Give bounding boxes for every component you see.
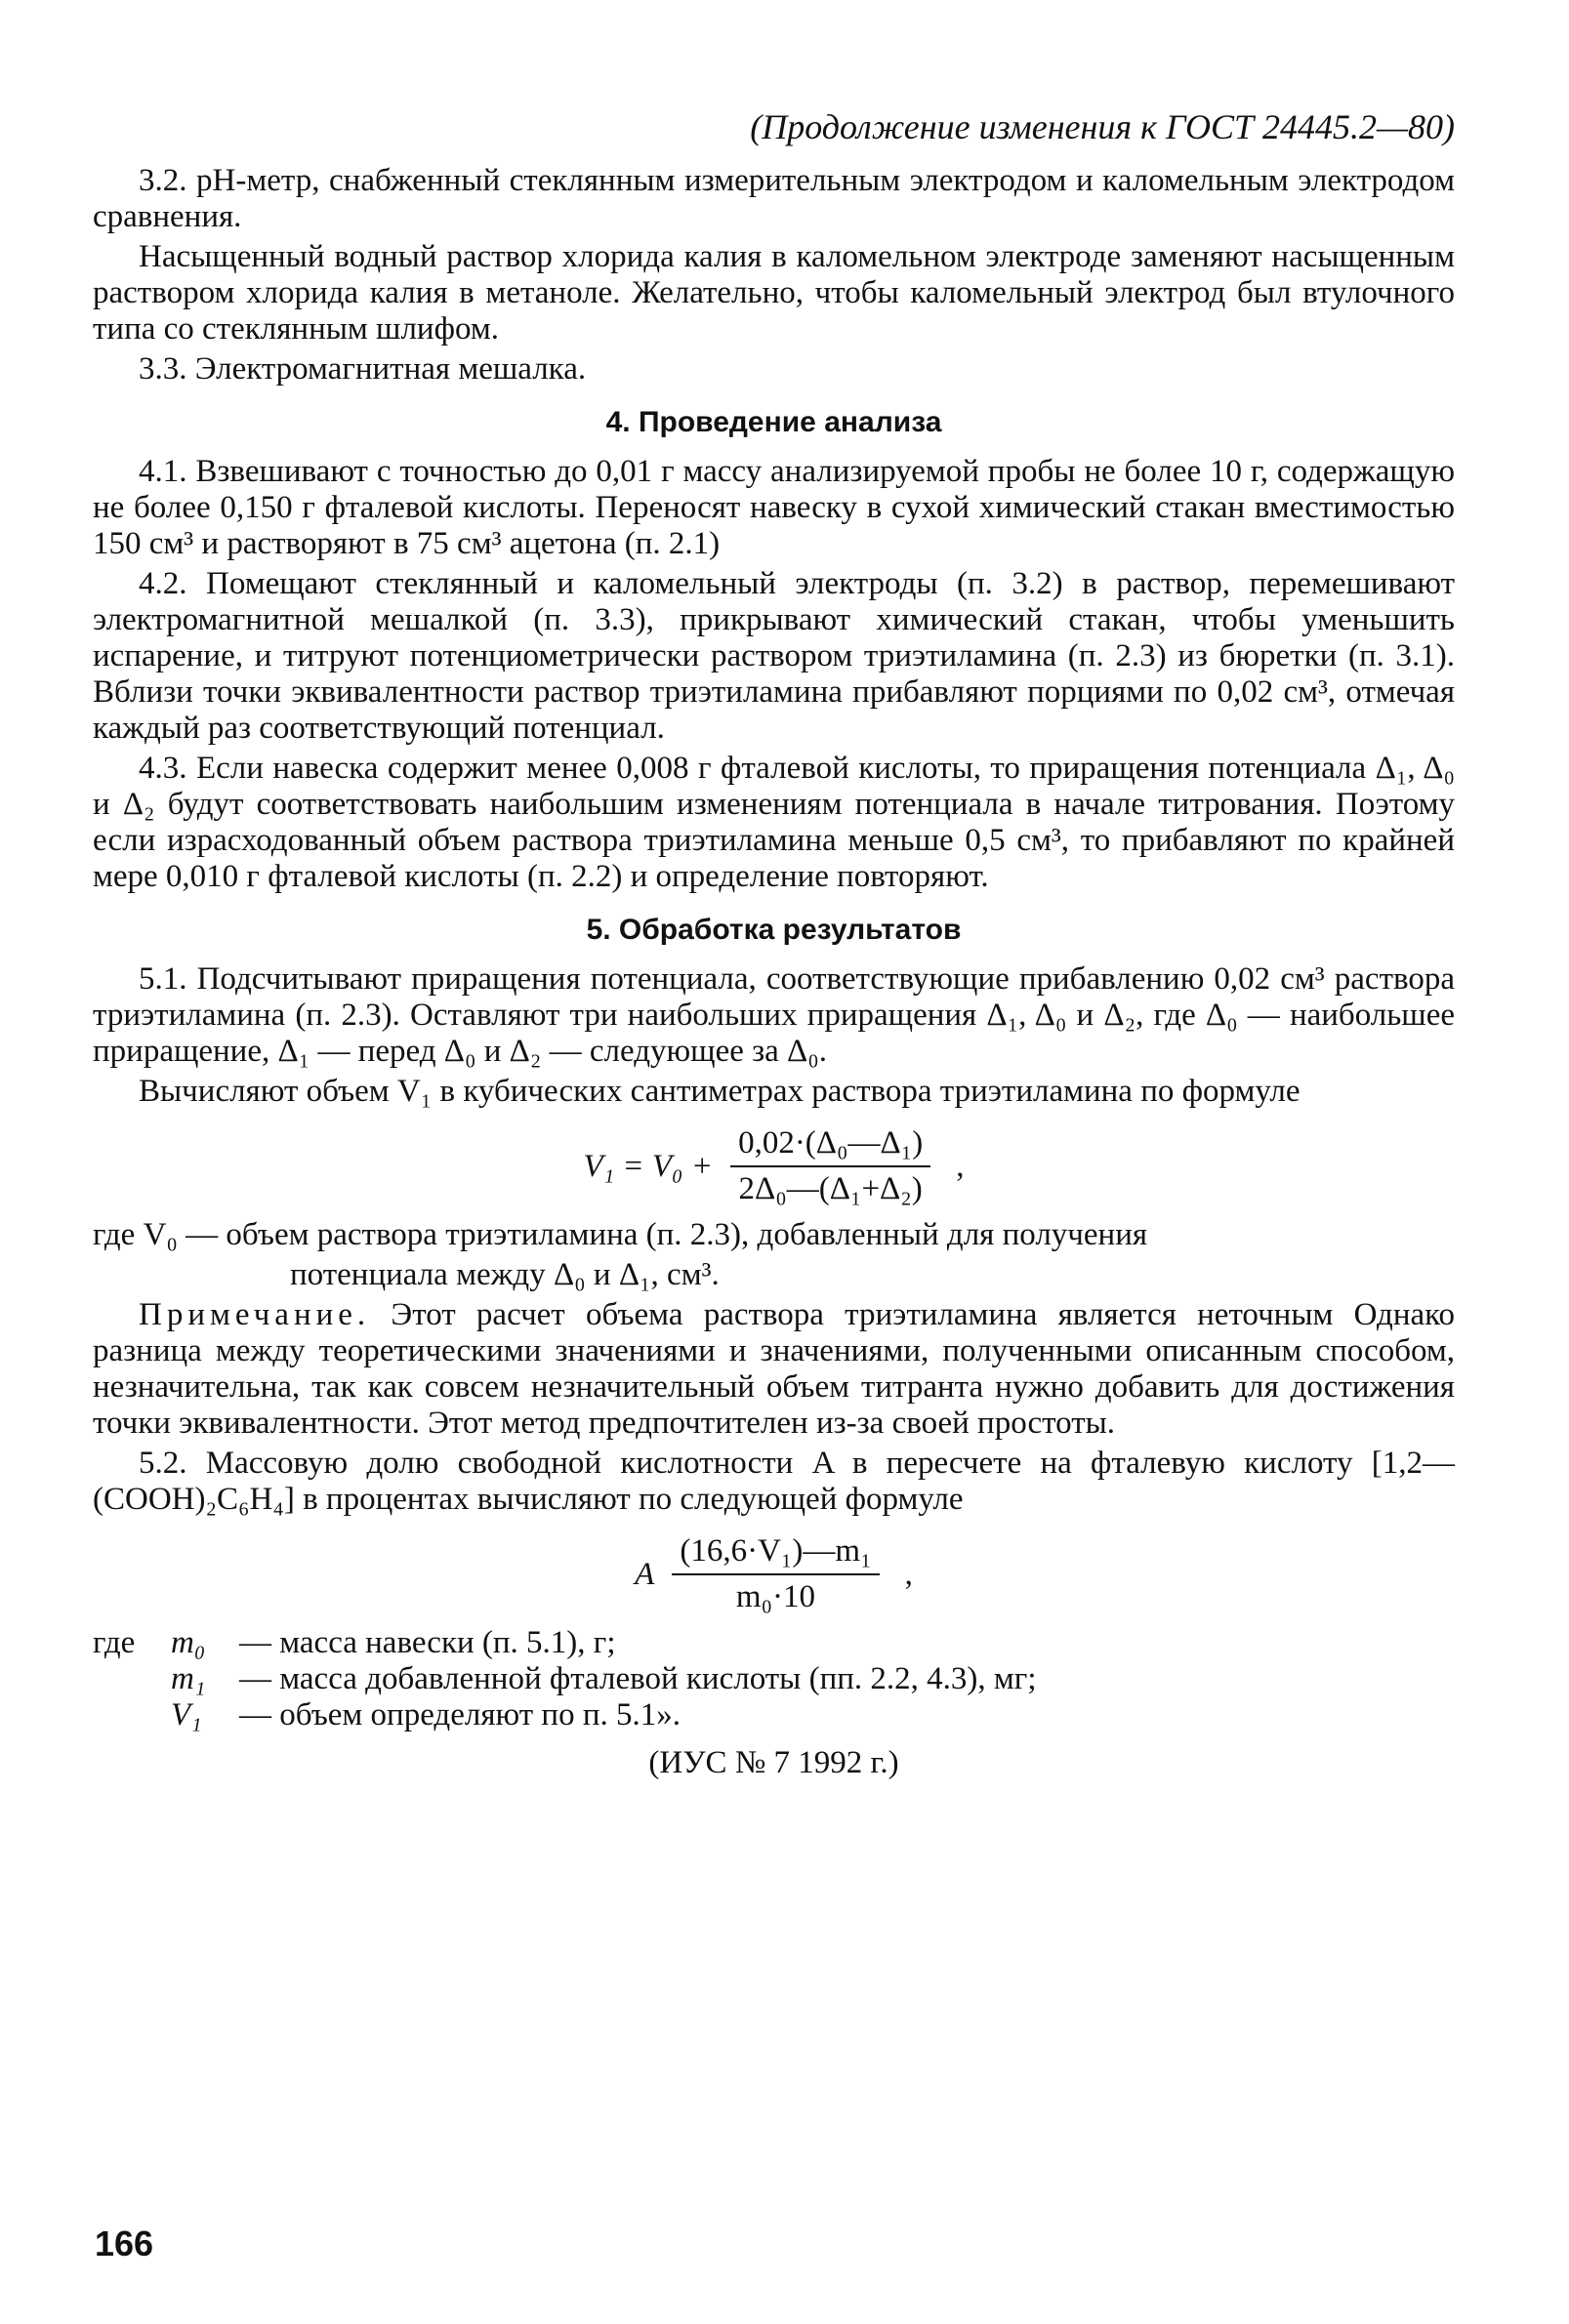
volume-formula-comma: , — [956, 1148, 965, 1184]
acidity-formula-numerator: (16,6·V₁)—m₁ — [672, 1533, 879, 1575]
legend-row — [93, 1661, 1455, 1697]
document-body — [93, 109, 1455, 1781]
paragraph-4-3: 4.3. Если навеска содержит менее 0,008 г фталевой кислоты, то приращения потенциала Δ₁, Δ₀ и Δ₂ будут соответствовать наибольшим изменениям потенциала в начале титрования. Поэтому если израсходованный объем раствора триэтиламина меньше 0,5 см³, то прибавляют по крайней мере 0,010 г фталевой кислоты (п. 2.2) и определение повторяют. — [93, 751, 1455, 894]
acidity-formula-left: A — [635, 1556, 655, 1592]
acidity-formula — [93, 1533, 1455, 1615]
volume-formula-legend: где V₀ — объем раствора триэтиламина (п. 2.3), добавленный для получения — [93, 1217, 1148, 1252]
section-4-heading: 4. Проведение анализа — [605, 406, 942, 438]
paragraph-5-2: 5.2. Массовую долю свободной кислотности A в пересчете на фталевую кислоту [1,2—(COOH)₂C₆H₄] в процентах вычисляют по следующей формуле — [93, 1446, 1455, 1517]
legend-row — [93, 1625, 1455, 1661]
volume-formula-left: V₁ = V₀ + — [583, 1148, 714, 1184]
paragraph-3-2-continued: Насыщенный водный раствор хлорида калия в каломельном электроде заменяют насыщенным раствором хлорида калия в метаноле. Желательно, чтобы каломельный электрод был втулочного типа со стеклянным шлифом. — [93, 239, 1455, 347]
paragraph-5-1: 5.1. Подсчитывают приращения потенциала, соответствующие прибавлению 0,02 см³ раствора триэтиламина (п. 2.3). Оставляют три наибольших приращения Δ₁, Δ₀ и Δ₂, где Δ₀ — наибольшее приращение, Δ₁ — перед Δ₀ и Δ₂ — следующее за Δ₀. — [93, 961, 1455, 1069]
legend-symbol: V₁ — [171, 1697, 202, 1733]
legend-symbol: m₁ — [171, 1661, 206, 1696]
page-number: 166 — [95, 2223, 154, 2263]
section-5-heading: 5. Обработка результатов — [586, 914, 962, 946]
legend-row — [93, 1697, 1455, 1733]
volume-formula-numerator: 0,02·(Δ₀—Δ₁) — [730, 1125, 930, 1167]
legend-text: — объем определяют по п. 5.1». — [239, 1697, 681, 1733]
note-text: Этот расчет объема раствора триэтиламина является неточным Однако разница между теоретическими значениями и значениями, полученными описанным способом, незначительна, так как совсем незначительный объем титранта нужно добавить для достижения точки эквивалентности. Этот метод предпочтителен из-за своей простоты. — [93, 1297, 1455, 1441]
acidity-formula-comma: , — [904, 1556, 913, 1592]
volume-formula-legend-continued: потенциала между Δ₀ и Δ₁, см³. — [290, 1257, 720, 1292]
legend-text: — масса навески (п. 5.1), г; — [239, 1625, 616, 1660]
acidity-formula-fraction — [672, 1533, 879, 1615]
note-label: Примечание. — [139, 1297, 371, 1332]
paragraph-3-3: 3.3. Электромагнитная мешалка. — [139, 351, 587, 387]
paragraph-4-1: 4.1. Взвешивают с точностью до 0,01 г массу анализируемой пробы не более 10 г, содержащую не более 0,150 г фталевой кислоты. Переносят навеску в сухой химический стакан вместимостью 150 см³ и растворяют в 75 см³ ацетона (п. 2.1) — [93, 454, 1455, 561]
legend-text: — масса добавленной фталевой кислоты (пп. 2.2, 4.3), мг; — [239, 1661, 1037, 1696]
legend-lead: где — [93, 1625, 136, 1660]
volume-formula — [93, 1125, 1455, 1207]
source-reference: (ИУС № 7 1992 г.) — [648, 1745, 899, 1780]
paragraph-4-2: 4.2. Помещают стеклянный и каломельный электроды (п. 3.2) в раствор, перемешивают электромагнитной мешалкой (п. 3.3), прикрывают химический стакан, чтобы уменьшить испарение, и титруют потенциометрически раствором триэтиламина (п. 2.3) из бюретки (п. 3.1). Вблизи точки эквивалентности раствор триэтиламина прибавляют порциями по 0,02 см³, отмечая каждый раз соответствующий потенциал. — [93, 566, 1455, 746]
paragraph-5-1-formula-intro: Вычисляют объем V₁ в кубических сантиметрах раствора триэтиламина по формуле — [139, 1074, 1301, 1109]
legend-lead — [93, 1697, 171, 1733]
legend-lead — [93, 1661, 171, 1697]
page-header: (Продолжение изменения к ГОСТ 24445.2—80) — [750, 107, 1455, 146]
paragraph-3-2: 3.2. pH-метр, снабженный стеклянным измерительным электродом и каломельным электродом сравнения. — [93, 163, 1455, 234]
legend-symbol: m₀ — [171, 1625, 206, 1660]
acidity-formula-denominator: m₀·10 — [735, 1579, 816, 1614]
volume-formula-denominator: 2Δ₀—(Δ₁+Δ₂) — [738, 1171, 923, 1206]
volume-formula-fraction — [730, 1125, 930, 1207]
acidity-formula-legend — [93, 1625, 1455, 1733]
note-paragraph — [93, 1297, 1455, 1442]
